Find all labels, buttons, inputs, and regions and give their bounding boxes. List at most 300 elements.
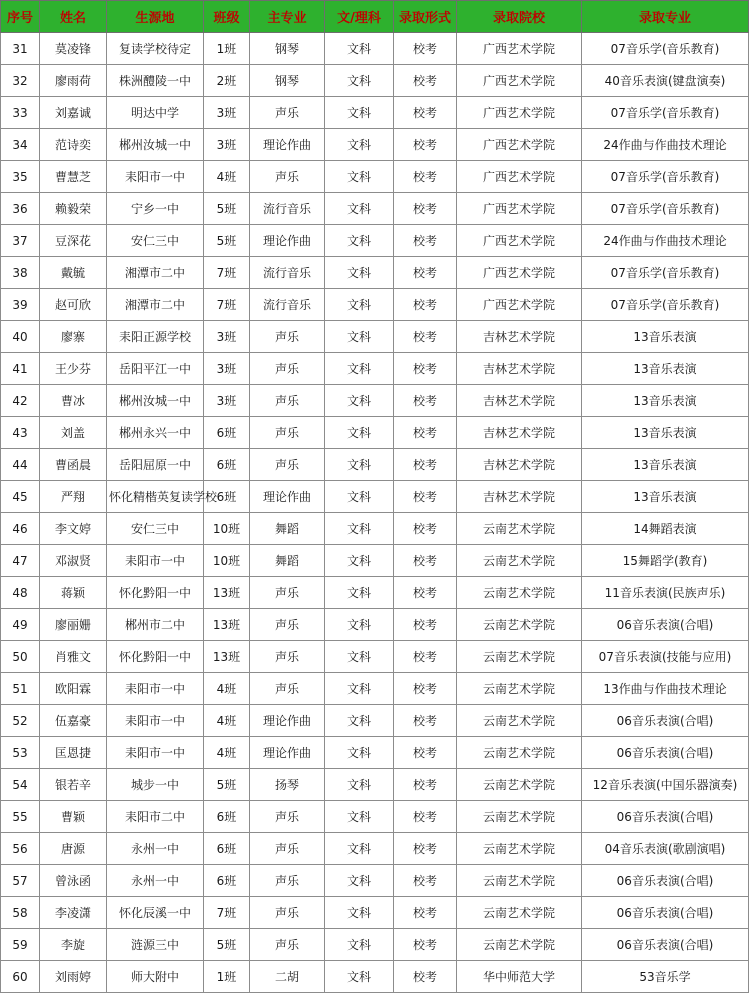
cell-track[interactable]: 文科 [325,193,394,225]
cell-name[interactable]: 严翔 [40,481,107,513]
cell-mode[interactable]: 校考 [394,801,457,833]
cell-track[interactable]: 文科 [325,289,394,321]
cell-mode[interactable]: 校考 [394,673,457,705]
cell-seq[interactable]: 51 [1,673,40,705]
table-row [1,97,749,129]
cell-seq[interactable]: 55 [1,801,40,833]
cell-program[interactable]: 07音乐学(音乐教育) [582,33,749,65]
cell-seq[interactable]: 45 [1,481,40,513]
cell-program[interactable]: 13音乐表演 [582,385,749,417]
cell-name[interactable]: 曹函晨 [40,449,107,481]
cell-seq[interactable]: 46 [1,513,40,545]
cell-mode[interactable]: 校考 [394,513,457,545]
cell-school[interactable]: 广西艺术学院 [457,225,582,257]
table-row [1,865,749,897]
cell-major[interactable]: 声乐 [250,673,325,705]
cell-seq[interactable]: 48 [1,577,40,609]
cell-mode[interactable]: 校考 [394,321,457,353]
cell-source[interactable]: 株洲醴陵一中 [107,65,204,97]
cell-mode[interactable]: 校考 [394,961,457,993]
cell-name[interactable]: 李文婷 [40,513,107,545]
cell-class[interactable]: 13班 [204,577,250,609]
cell-class[interactable]: 2班 [204,65,250,97]
cell-program[interactable]: 06音乐表演(合唱) [582,801,749,833]
cell-school[interactable]: 云南艺术学院 [457,865,582,897]
cell-mode[interactable]: 校考 [394,481,457,513]
cell-school[interactable]: 云南艺术学院 [457,545,582,577]
cell-source[interactable]: 宁乡一中 [107,193,204,225]
cell-source[interactable]: 湘潭市二中 [107,257,204,289]
cell-track[interactable]: 文科 [325,673,394,705]
cell-class[interactable]: 3班 [204,129,250,161]
col-header-program[interactable]: 录取专业 [582,1,749,33]
cell-name[interactable]: 欧阳霖 [40,673,107,705]
cell-school[interactable]: 云南艺术学院 [457,737,582,769]
cell-class[interactable]: 3班 [204,385,250,417]
cell-major[interactable]: 理论作曲 [250,481,325,513]
cell-seq[interactable]: 56 [1,833,40,865]
cell-program[interactable]: 15舞蹈学(教育) [582,545,749,577]
cell-program[interactable]: 06音乐表演(合唱) [582,897,749,929]
cell-school[interactable]: 云南艺术学院 [457,769,582,801]
table-row [1,641,749,673]
cell-major[interactable]: 理论作曲 [250,705,325,737]
table-row [1,385,749,417]
cell-mode[interactable]: 校考 [394,193,457,225]
table-row [1,289,749,321]
cell-name[interactable]: 廖丽姗 [40,609,107,641]
cell-seq[interactable]: 33 [1,97,40,129]
cell-major[interactable]: 声乐 [250,833,325,865]
cell-name[interactable]: 曾泳函 [40,865,107,897]
cell-major[interactable]: 声乐 [250,577,325,609]
cell-program[interactable]: 07音乐学(音乐教育) [582,161,749,193]
cell-source[interactable]: 岳阳平江一中 [107,353,204,385]
cell-school[interactable]: 吉林艺术学院 [457,449,582,481]
cell-class[interactable]: 4班 [204,161,250,193]
cell-class[interactable]: 6班 [204,833,250,865]
cell-track[interactable]: 文科 [325,225,394,257]
cell-major[interactable]: 声乐 [250,353,325,385]
cell-class[interactable]: 5班 [204,225,250,257]
cell-program[interactable]: 06音乐表演(合唱) [582,705,749,737]
cell-source[interactable]: 郴州汝城一中 [107,385,204,417]
table-row [1,129,749,161]
cell-class[interactable]: 3班 [204,353,250,385]
cell-class[interactable]: 7班 [204,289,250,321]
cell-mode[interactable]: 校考 [394,65,457,97]
cell-school[interactable]: 广西艺术学院 [457,257,582,289]
cell-track[interactable]: 文科 [325,417,394,449]
cell-source[interactable]: 耒阳市一中 [107,545,204,577]
cell-mode[interactable]: 校考 [394,545,457,577]
cell-source[interactable]: 明达中学 [107,97,204,129]
cell-source[interactable]: 安仁三中 [107,225,204,257]
cell-name[interactable]: 唐源 [40,833,107,865]
cell-major[interactable]: 理论作曲 [250,737,325,769]
col-header-source[interactable]: 生源地 [107,1,204,33]
cell-program[interactable]: 06音乐表演(合唱) [582,929,749,961]
cell-track[interactable]: 文科 [325,833,394,865]
cell-major[interactable]: 声乐 [250,385,325,417]
cell-mode[interactable]: 校考 [394,737,457,769]
cell-name[interactable]: 蒋颖 [40,577,107,609]
cell-major[interactable]: 流行音乐 [250,193,325,225]
cell-name[interactable]: 邓淑贤 [40,545,107,577]
cell-program[interactable]: 04音乐表演(歌剧演唱) [582,833,749,865]
cell-mode[interactable]: 校考 [394,929,457,961]
cell-seq[interactable]: 52 [1,705,40,737]
cell-school[interactable]: 云南艺术学院 [457,705,582,737]
cell-school[interactable]: 云南艺术学院 [457,929,582,961]
cell-class[interactable]: 4班 [204,737,250,769]
cell-track[interactable]: 文科 [325,577,394,609]
cell-source[interactable]: 怀化辰溪一中 [107,897,204,929]
cell-source[interactable]: 岳阳屈原一中 [107,449,204,481]
cell-track[interactable]: 文科 [325,641,394,673]
cell-track[interactable]: 文科 [325,449,394,481]
cell-mode[interactable]: 校考 [394,257,457,289]
cell-class[interactable]: 5班 [204,929,250,961]
cell-program[interactable]: 07音乐学(音乐教育) [582,193,749,225]
cell-class[interactable]: 5班 [204,193,250,225]
cell-major[interactable]: 声乐 [250,929,325,961]
cell-name[interactable]: 王少芬 [40,353,107,385]
cell-program[interactable]: 14舞蹈表演 [582,513,749,545]
cell-source[interactable]: 师大附中 [107,961,204,993]
cell-mode[interactable]: 校考 [394,609,457,641]
cell-name[interactable]: 匡恩捷 [40,737,107,769]
cell-program[interactable]: 12音乐表演(中国乐器演奏) [582,769,749,801]
cell-major[interactable]: 声乐 [250,321,325,353]
cell-mode[interactable]: 校考 [394,129,457,161]
cell-track[interactable]: 文科 [325,801,394,833]
col-header-track[interactable]: 文/理科 [325,1,394,33]
cell-name[interactable]: 刘盖 [40,417,107,449]
cell-name[interactable]: 廖雨荷 [40,65,107,97]
cell-school[interactable]: 云南艺术学院 [457,641,582,673]
cell-source[interactable]: 耒阳市一中 [107,705,204,737]
cell-source[interactable]: 湘潭市二中 [107,289,204,321]
cell-program[interactable]: 13音乐表演 [582,353,749,385]
cell-class[interactable]: 10班 [204,513,250,545]
cell-class[interactable]: 6班 [204,449,250,481]
cell-seq[interactable]: 54 [1,769,40,801]
cell-major[interactable]: 声乐 [250,801,325,833]
cell-major[interactable]: 声乐 [250,417,325,449]
cell-school[interactable]: 广西艺术学院 [457,289,582,321]
cell-school[interactable]: 云南艺术学院 [457,897,582,929]
cell-source[interactable]: 涟源三中 [107,929,204,961]
cell-school[interactable]: 广西艺术学院 [457,161,582,193]
cell-seq[interactable]: 35 [1,161,40,193]
cell-class[interactable]: 3班 [204,321,250,353]
cell-name[interactable]: 赖毅荣 [40,193,107,225]
cell-seq[interactable]: 42 [1,385,40,417]
cell-school[interactable]: 吉林艺术学院 [457,481,582,513]
cell-mode[interactable]: 校考 [394,353,457,385]
cell-source[interactable]: 安仁三中 [107,513,204,545]
cell-class[interactable]: 7班 [204,897,250,929]
cell-track[interactable]: 文科 [325,33,394,65]
cell-mode[interactable]: 校考 [394,289,457,321]
cell-major[interactable]: 声乐 [250,97,325,129]
cell-seq[interactable]: 59 [1,929,40,961]
cell-program[interactable]: 13音乐表演 [582,449,749,481]
cell-mode[interactable]: 校考 [394,705,457,737]
cell-school[interactable]: 云南艺术学院 [457,801,582,833]
table-row [1,481,749,513]
cell-source[interactable]: 郴州汝城一中 [107,129,204,161]
cell-source[interactable]: 耒阳市二中 [107,801,204,833]
table-row [1,833,749,865]
cell-mode[interactable]: 校考 [394,417,457,449]
cell-major[interactable]: 钢琴 [250,65,325,97]
cell-track[interactable]: 文科 [325,737,394,769]
cell-major[interactable]: 理论作曲 [250,225,325,257]
cell-school[interactable]: 吉林艺术学院 [457,417,582,449]
cell-source[interactable]: 城步一中 [107,769,204,801]
col-header-name[interactable]: 姓名 [40,1,107,33]
cell-track[interactable]: 文科 [325,97,394,129]
cell-program[interactable]: 07音乐表演(技能与应用) [582,641,749,673]
cell-mode[interactable]: 校考 [394,385,457,417]
cell-source[interactable]: 郴州永兴一中 [107,417,204,449]
cell-class[interactable]: 13班 [204,609,250,641]
cell-mode[interactable]: 校考 [394,769,457,801]
cell-class[interactable]: 6班 [204,417,250,449]
cell-seq[interactable]: 53 [1,737,40,769]
cell-major[interactable]: 声乐 [250,865,325,897]
cell-major[interactable]: 声乐 [250,641,325,673]
cell-name[interactable]: 银若辛 [40,769,107,801]
cell-track[interactable]: 文科 [325,257,394,289]
cell-school[interactable]: 云南艺术学院 [457,609,582,641]
cell-name[interactable]: 李凌潇 [40,897,107,929]
table-row [1,929,749,961]
cell-track[interactable]: 文科 [325,897,394,929]
cell-seq[interactable]: 44 [1,449,40,481]
cell-seq[interactable]: 50 [1,641,40,673]
cell-seq[interactable]: 43 [1,417,40,449]
table-row [1,737,749,769]
cell-source[interactable]: 怀化精楷英复读学校 [107,481,204,513]
cell-seq[interactable]: 38 [1,257,40,289]
cell-track[interactable]: 文科 [325,321,394,353]
table-row [1,225,749,257]
cell-program[interactable]: 06音乐表演(合唱) [582,865,749,897]
cell-seq[interactable]: 60 [1,961,40,993]
cell-school[interactable]: 吉林艺术学院 [457,321,582,353]
table-row [1,353,749,385]
cell-major[interactable]: 钢琴 [250,33,325,65]
table-row [1,961,749,993]
cell-school[interactable]: 广西艺术学院 [457,33,582,65]
cell-program[interactable]: 07音乐学(音乐教育) [582,257,749,289]
cell-major[interactable]: 流行音乐 [250,257,325,289]
cell-program[interactable]: 40音乐表演(键盘演奏) [582,65,749,97]
cell-source[interactable]: 怀化黔阳一中 [107,577,204,609]
table-row [1,673,749,705]
cell-mode[interactable]: 校考 [394,161,457,193]
cell-name[interactable]: 李旋 [40,929,107,961]
cell-class[interactable]: 7班 [204,257,250,289]
cell-track[interactable]: 文科 [325,865,394,897]
cell-school[interactable]: 云南艺术学院 [457,513,582,545]
cell-school[interactable]: 吉林艺术学院 [457,385,582,417]
cell-seq[interactable]: 32 [1,65,40,97]
cell-track[interactable]: 文科 [325,769,394,801]
table-row [1,33,749,65]
cell-class[interactable]: 6班 [204,481,250,513]
cell-mode[interactable]: 校考 [394,577,457,609]
cell-major[interactable]: 声乐 [250,897,325,929]
cell-source[interactable]: 耒阳市一中 [107,161,204,193]
cell-track[interactable]: 文科 [325,545,394,577]
cell-seq[interactable]: 37 [1,225,40,257]
cell-school[interactable]: 华中师范大学 [457,961,582,993]
cell-mode[interactable]: 校考 [394,97,457,129]
cell-name[interactable]: 曹颖 [40,801,107,833]
table-row [1,65,749,97]
cell-major[interactable]: 声乐 [250,609,325,641]
cell-mode[interactable]: 校考 [394,225,457,257]
cell-seq[interactable]: 49 [1,609,40,641]
table-row [1,609,749,641]
cell-major[interactable]: 舞蹈 [250,513,325,545]
cell-program[interactable]: 24作曲与作曲技术理论 [582,129,749,161]
cell-school[interactable]: 广西艺术学院 [457,129,582,161]
cell-name[interactable]: 廖寨 [40,321,107,353]
cell-track[interactable]: 文科 [325,385,394,417]
cell-seq[interactable]: 47 [1,545,40,577]
cell-class[interactable]: 6班 [204,801,250,833]
cell-program[interactable]: 24作曲与作曲技术理论 [582,225,749,257]
cell-source[interactable]: 永州一中 [107,833,204,865]
cell-major[interactable]: 扬琴 [250,769,325,801]
col-header-class[interactable]: 班级 [204,1,250,33]
cell-program[interactable]: 06音乐表演(合唱) [582,737,749,769]
cell-class[interactable]: 4班 [204,673,250,705]
cell-source[interactable]: 耒阳市一中 [107,673,204,705]
cell-track[interactable]: 文科 [325,929,394,961]
cell-source[interactable]: 耒阳正源学校 [107,321,204,353]
cell-program[interactable]: 13音乐表演 [582,417,749,449]
cell-name[interactable]: 肖雅文 [40,641,107,673]
cell-seq[interactable]: 36 [1,193,40,225]
cell-track[interactable]: 文科 [325,353,394,385]
cell-class[interactable]: 10班 [204,545,250,577]
cell-school[interactable]: 广西艺术学院 [457,65,582,97]
cell-class[interactable]: 4班 [204,705,250,737]
cell-seq[interactable]: 39 [1,289,40,321]
cell-class[interactable]: 5班 [204,769,250,801]
cell-class[interactable]: 13班 [204,641,250,673]
cell-major[interactable]: 理论作曲 [250,129,325,161]
cell-seq[interactable]: 40 [1,321,40,353]
cell-mode[interactable]: 校考 [394,641,457,673]
cell-program[interactable]: 13音乐表演 [582,321,749,353]
cell-program[interactable]: 07音乐学(音乐教育) [582,97,749,129]
cell-major[interactable]: 流行音乐 [250,289,325,321]
cell-school[interactable]: 云南艺术学院 [457,673,582,705]
cell-mode[interactable]: 校考 [394,833,457,865]
cell-source[interactable]: 耒阳市一中 [107,737,204,769]
cell-class[interactable]: 1班 [204,33,250,65]
col-header-major[interactable]: 主专业 [250,1,325,33]
col-header-seq[interactable]: 序号 [1,1,40,33]
cell-major[interactable]: 舞蹈 [250,545,325,577]
cell-program[interactable]: 11音乐表演(民族声乐) [582,577,749,609]
table-row [1,545,749,577]
col-header-mode[interactable]: 录取形式 [394,1,457,33]
cell-source[interactable]: 复读学校待定 [107,33,204,65]
table-row [1,449,749,481]
cell-name[interactable]: 伍嘉豪 [40,705,107,737]
cell-name[interactable]: 曹慧芝 [40,161,107,193]
cell-school[interactable]: 云南艺术学院 [457,833,582,865]
cell-mode[interactable]: 校考 [394,865,457,897]
cell-track[interactable]: 文科 [325,609,394,641]
cell-school[interactable]: 云南艺术学院 [457,577,582,609]
cell-name[interactable]: 曹冰 [40,385,107,417]
cell-mode[interactable]: 校考 [394,449,457,481]
cell-program[interactable]: 13作曲与作曲技术理论 [582,673,749,705]
cell-name[interactable]: 莫凌锋 [40,33,107,65]
cell-seq[interactable]: 34 [1,129,40,161]
cell-track[interactable]: 文科 [325,513,394,545]
cell-class[interactable]: 6班 [204,865,250,897]
cell-major[interactable]: 声乐 [250,449,325,481]
cell-name[interactable]: 范诗奕 [40,129,107,161]
cell-seq[interactable]: 31 [1,33,40,65]
cell-track[interactable]: 文科 [325,129,394,161]
cell-track[interactable]: 文科 [325,481,394,513]
cell-program[interactable]: 53音乐学 [582,961,749,993]
cell-name[interactable]: 赵可欣 [40,289,107,321]
col-header-school[interactable]: 录取院校 [457,1,582,33]
cell-program[interactable]: 06音乐表演(合唱) [582,609,749,641]
cell-name[interactable]: 刘雨婷 [40,961,107,993]
cell-track[interactable]: 文科 [325,65,394,97]
cell-program[interactable]: 13音乐表演 [582,481,749,513]
cell-school[interactable]: 吉林艺术学院 [457,353,582,385]
cell-seq[interactable]: 41 [1,353,40,385]
cell-name[interactable]: 豆深花 [40,225,107,257]
table-row [1,321,749,353]
cell-class[interactable]: 3班 [204,97,250,129]
cell-major[interactable]: 声乐 [250,161,325,193]
cell-source[interactable]: 怀化黔阳一中 [107,641,204,673]
cell-school[interactable]: 广西艺术学院 [457,193,582,225]
table-row [1,161,749,193]
cell-track[interactable]: 文科 [325,705,394,737]
cell-class[interactable]: 1班 [204,961,250,993]
cell-program[interactable]: 07音乐学(音乐教育) [582,289,749,321]
cell-name[interactable]: 刘嘉诚 [40,97,107,129]
cell-name[interactable]: 戴毓 [40,257,107,289]
cell-school[interactable]: 广西艺术学院 [457,97,582,129]
cell-mode[interactable]: 校考 [394,897,457,929]
cell-source[interactable]: 郴州市二中 [107,609,204,641]
cell-seq[interactable]: 58 [1,897,40,929]
cell-source[interactable]: 永州一中 [107,865,204,897]
cell-major[interactable]: 二胡 [250,961,325,993]
cell-mode[interactable]: 校考 [394,33,457,65]
cell-track[interactable]: 文科 [325,161,394,193]
cell-seq[interactable]: 57 [1,865,40,897]
cell-track[interactable]: 文科 [325,961,394,993]
